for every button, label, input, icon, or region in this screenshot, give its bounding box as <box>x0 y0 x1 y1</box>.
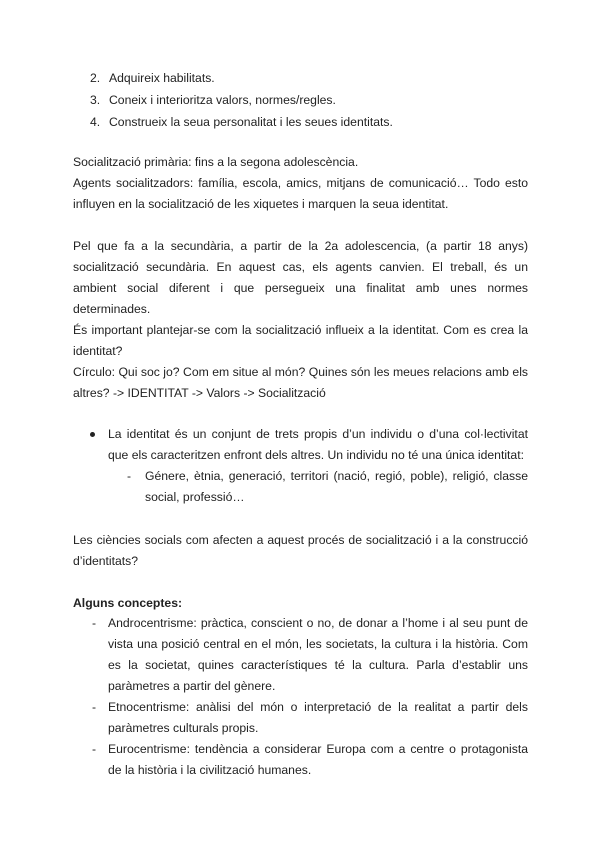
paragraph-social-sciences <box>73 530 528 572</box>
sub-bullet-text: Génere, ètnia, generació, territori (nació, regió, poble), religió, classe social, professió… <box>145 469 528 504</box>
concept-text: Etnocentrisme: anàlisi del món o interpretació de la realitat a partir dels paràmetres culturals propis. <box>108 700 528 735</box>
paragraph-line: És important plantejar-se com la socialització influeix a la identitat. Com es crea la identitat? <box>73 323 528 358</box>
list-text: Construeix la seua personalitat i les seues identitats. <box>109 115 393 129</box>
concept-marker: - <box>92 616 97 630</box>
list-text: Adquireix habilitats. <box>109 71 215 85</box>
paragraph-text: Les ciències socials com afecten a aquest procés de socialització i a la construcció d’identitats? <box>73 533 528 568</box>
list-number: 2. <box>90 71 101 85</box>
paragraph-line: Agents socialitzadors: família, escola, amics, mitjans de comunicació… Todo esto influyen en la socialització de les xiquetes i marquen la seua identitat. <box>73 176 528 211</box>
bullet-marker <box>90 432 95 437</box>
paragraph-text: Pel que fa a la secundària, a partir de la 2a adolescencia, (a partir 18 anys) socialització secundària. En aquest cas, els agents canvien. El treball, és un ambient social diferent i que persegueix una finalitat amb unes normes determinades. <box>73 239 528 316</box>
paragraph-socialization-secondary <box>73 236 528 320</box>
list-text: Coneix i interioritza valors, normes/regles. <box>109 93 336 107</box>
concept-marker: - <box>92 742 97 756</box>
sub-bullet-marker: - <box>127 469 132 483</box>
paragraph-line: Círculo: Qui soc jo? Com em situe al món? Quines són les meues relacions amb els altres? -> IDENTITAT -> Valors -> Socialització <box>73 365 528 400</box>
list-number: 4. <box>90 115 101 129</box>
concept-marker: - <box>92 700 97 714</box>
paragraph-identity <box>73 320 528 404</box>
paragraph-socialization-primary <box>73 152 528 215</box>
bullet-text: La identitat és un conjunt de trets propis d’un individu o d’una col·lectivitat que els caracteritzen enfront dels altres. Un individu no té una única identitat: <box>108 427 528 462</box>
list-number: 3. <box>90 93 101 107</box>
concept-text: Eurocentrisme: tendència a considerar Europa com a centre o protagonista de la història i la civilització humanes. <box>108 742 528 777</box>
concept-text: Androcentrisme: pràctica, conscient o no, de donar a l’home i al seu punt de vista una posició central en el món, les societats, la cultura i la història. Com es la societat, quines característiques té la cultura. Parla d’establir uns paràmetres a partir del gènere. <box>108 616 528 693</box>
concepts-heading: Alguns conceptes: <box>73 596 183 610</box>
paragraph-line: Socialització primària: fins a la segona adolescència. <box>73 155 359 169</box>
